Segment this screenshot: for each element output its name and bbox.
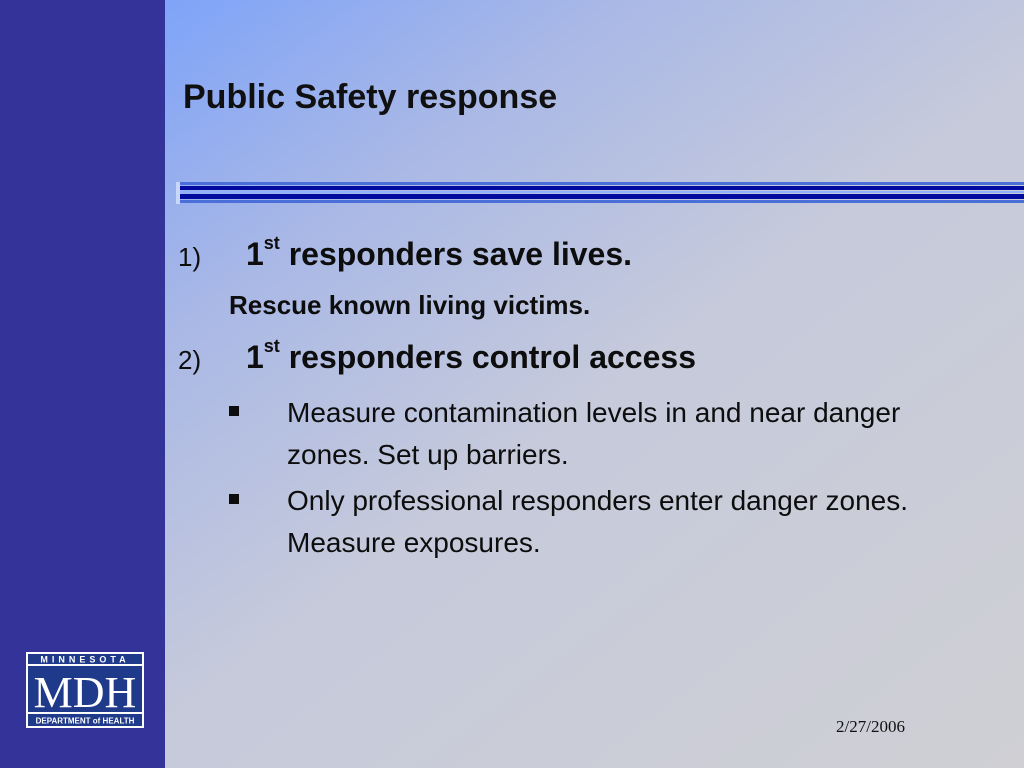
svg-text:MDH: MDH [33, 668, 137, 717]
list-item-text: 1st responders control access [246, 336, 696, 375]
list-item-subline: Rescue known living victims. [229, 290, 591, 320]
square-bullet-icon [229, 494, 239, 504]
slide-title: Public Safety response [183, 78, 558, 116]
square-bullet-icon [229, 406, 239, 416]
list-item-text: 1st responders save lives. [246, 233, 633, 272]
bullet-text: Measure contamination levels in and near danger zones. Set up barriers. [287, 397, 901, 470]
svg-text:MINNESOTA: MINNESOTA [40, 654, 130, 665]
list-item-number: 2) [178, 345, 202, 375]
svg-text:DEPARTMENT of HEALTH: DEPARTMENT of HEALTH [35, 716, 135, 726]
list-item-number: 1) [178, 242, 202, 272]
slide-date: 2/27/2006 [836, 717, 905, 736]
bullet-text: Only professional responders enter danger zones. Measure exposures. [287, 485, 909, 558]
mdh-logo [26, 652, 144, 728]
